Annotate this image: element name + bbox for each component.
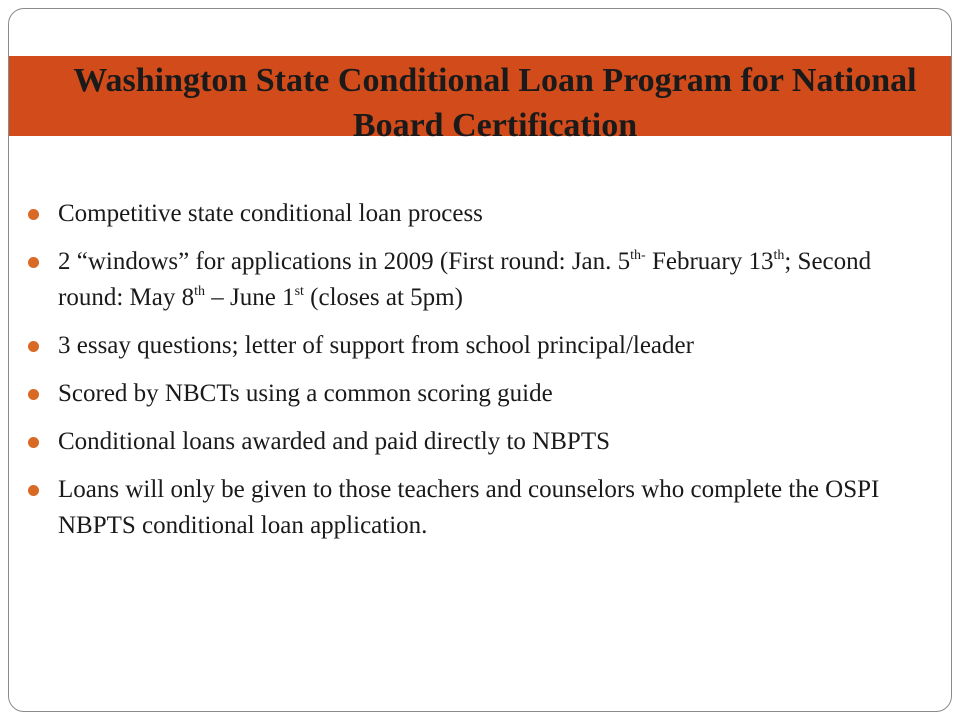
bullet-item — [22, 328, 902, 364]
bullet-text: Competitive state conditional loan process — [58, 200, 483, 227]
bullet-marker-icon — [28, 341, 39, 352]
superscript: st — [294, 284, 304, 299]
superscript: th — [194, 284, 205, 299]
slide-title: Washington State Conditional Loan Program for National Board Certification — [73, 62, 917, 144]
bullet-marker-icon — [28, 389, 39, 400]
bullet-marker-icon — [28, 485, 39, 496]
bullet-item — [22, 424, 902, 460]
bullet-item — [22, 196, 902, 232]
bullet-text: Conditional loans awarded and paid directly to NBPTS — [58, 428, 610, 455]
bullet-text: (closes at 5pm) — [303, 284, 463, 311]
bullet-item — [22, 472, 902, 544]
bullet-marker-icon — [28, 257, 39, 268]
bullet-marker-icon — [28, 209, 39, 220]
superscript: th- — [630, 248, 646, 263]
bullet-text: – June 1 — [205, 284, 295, 311]
bullet-text: 2 “windows” for applications in 2009 (First round: Jan. 5 — [58, 248, 631, 275]
bullet-item — [22, 376, 902, 412]
superscript: th — [773, 248, 785, 263]
bullet-text: Scored by NBCTs using a common scoring guide — [58, 380, 553, 407]
bullet-text: 3 essay questions; letter of support from school principal/leader — [58, 332, 694, 359]
bullet-list — [22, 196, 902, 556]
bullet-marker-icon — [28, 437, 39, 448]
bullet-text: Loans will only be given to those teachers and counselors who complete the OSPI NBPTS conditional loan application. — [58, 476, 880, 539]
bullet-item — [22, 244, 902, 316]
bullet-text: ; Second round: May 8 — [58, 248, 872, 311]
bullet-text: February 13 — [645, 248, 774, 275]
